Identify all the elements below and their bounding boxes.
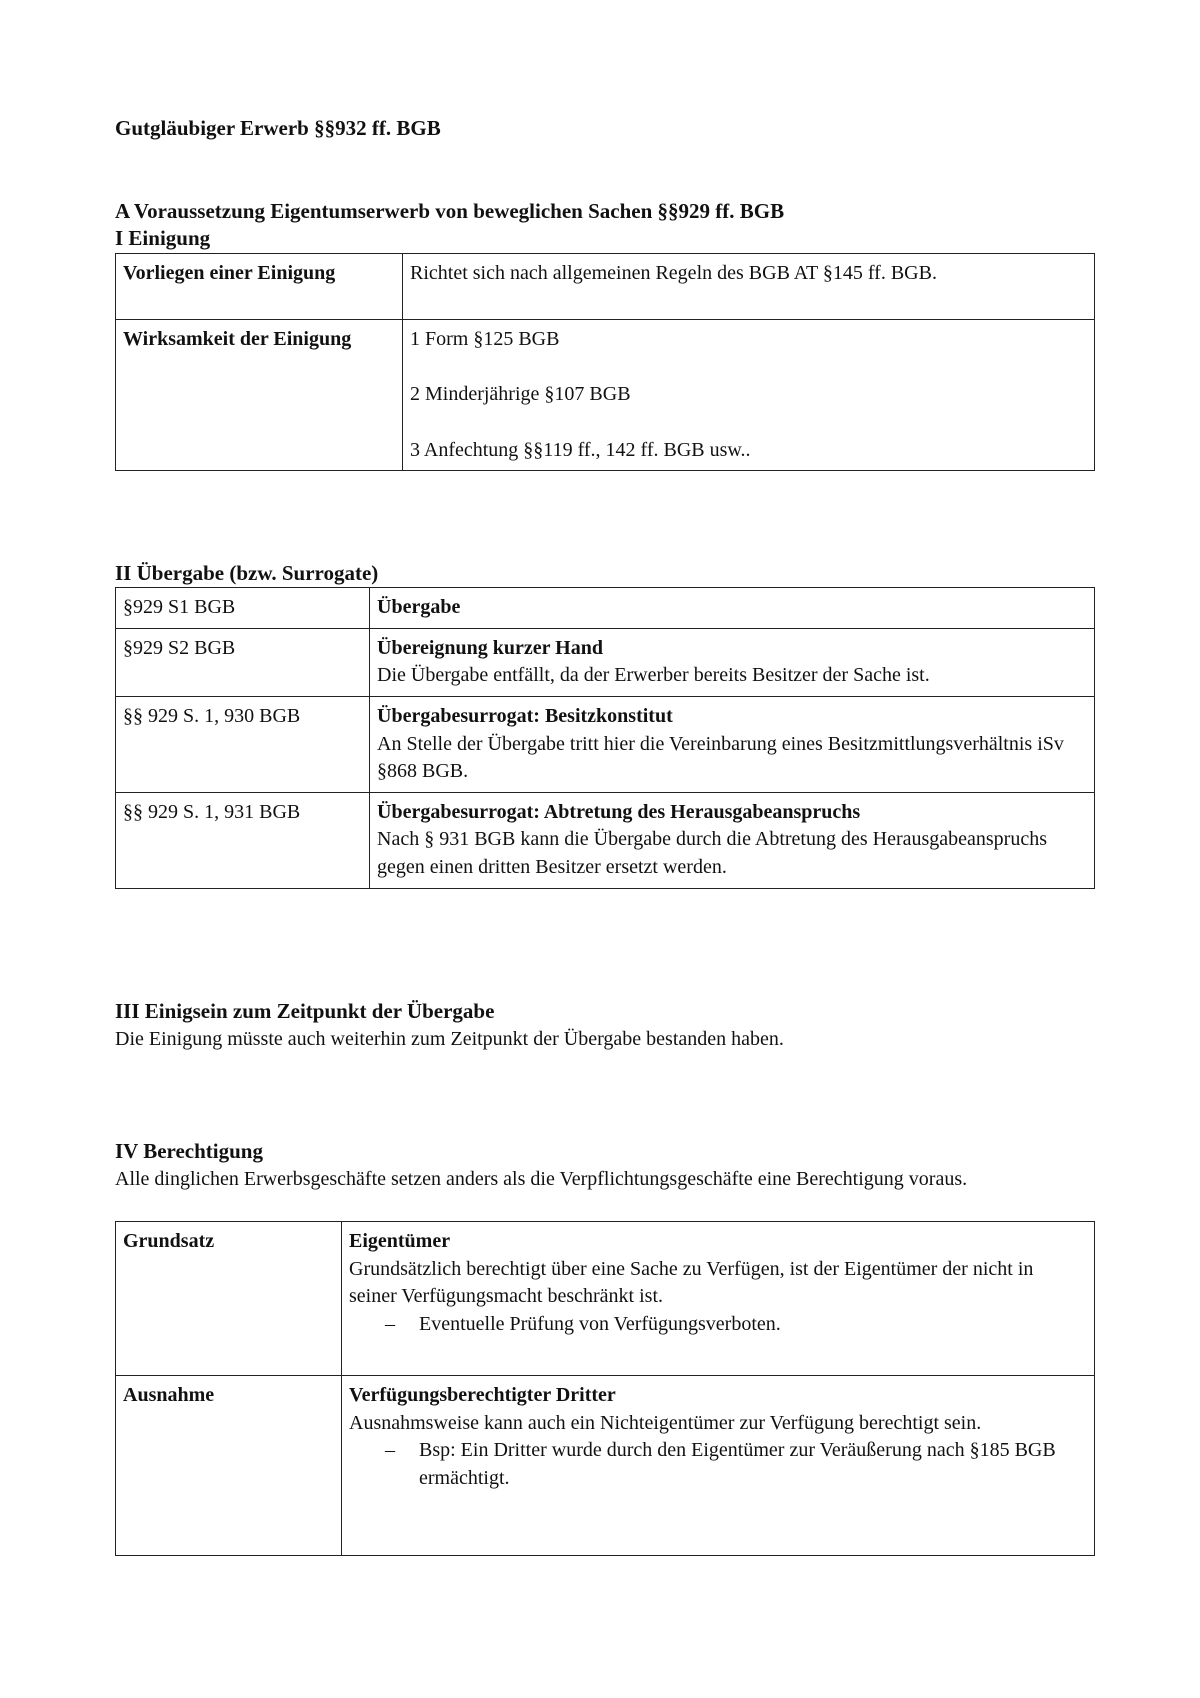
table-cell-content <box>370 697 1095 793</box>
table-cell-label: Ausnahme <box>116 1376 342 1556</box>
section-iv <box>115 1138 1095 1556</box>
section-a <box>115 198 1095 471</box>
row-title: Übergabesurrogat: Abtretung des Herausgabeanspruchs <box>377 800 861 823</box>
section-i-heading: I Einigung <box>115 226 211 251</box>
table-row <box>116 1376 1095 1556</box>
table-row <box>116 628 1095 696</box>
bullet-text: Eventuelle Prüfung von Verfügungsverboten. <box>419 1313 781 1336</box>
table-cell-content <box>370 588 1095 629</box>
uebergabe-table <box>115 587 1095 888</box>
table-row <box>116 588 1095 629</box>
table-cell-label: Vorliegen einer Einigung <box>116 253 403 319</box>
section-iii-text: Die Einigung müsste auch weiterhin zum Zeitpunkt der Übergabe bestanden haben. <box>115 1028 784 1051</box>
table-row <box>116 697 1095 793</box>
table-cell-ref: §929 S2 BGB <box>116 628 370 696</box>
table-cell-text: Richtet sich nach allgemeinen Regeln des BGB AT §145 ff. BGB. <box>403 253 1095 319</box>
row-title: Übergabesurrogat: Besitzkonstitut <box>377 705 673 728</box>
row-title: Übergabe <box>377 596 461 619</box>
list-item: 2 Minderjährige §107 BGB <box>410 383 631 406</box>
row-title: Übereignung kurzer Hand <box>377 636 603 659</box>
row-text: Nach § 931 BGB kann die Übergabe durch die Abtretung des Herausgabeanspruchs gegen einen dritten Besitzer ersetzt werden. <box>377 828 1047 879</box>
einigung-table <box>115 253 1095 472</box>
table-cell-ref: §929 S1 BGB <box>116 588 370 629</box>
dash-bullet: – <box>385 1313 395 1336</box>
table-cell-list <box>403 319 1095 471</box>
berechtigung-table <box>115 1221 1095 1556</box>
list-item <box>349 1437 1086 1492</box>
table-cell-content <box>342 1222 1095 1376</box>
section-iii-heading: III Einigsein zum Zeitpunkt der Übergabe <box>115 999 495 1023</box>
bullet-text: Bsp: Ein Dritter wurde durch den Eigentümer zur Veräußerung nach §185 BGB ermächtigt. <box>419 1439 1056 1490</box>
table-cell-content <box>370 628 1095 696</box>
table-row <box>116 1222 1095 1376</box>
section-ii-heading: II Übergabe (bzw. Surrogate) <box>115 561 379 585</box>
section-a-heading: A Voraussetzung Eigentumserwerb von beweglichen Sachen §§929 ff. BGB <box>115 199 785 223</box>
table-row <box>116 319 1095 471</box>
table-cell-content <box>370 792 1095 888</box>
section-iv-text: Alle dinglichen Erwerbsgeschäfte setzen anders als die Verpflichtungsgeschäfte eine Berechtigung voraus. <box>115 1168 968 1191</box>
table-row <box>116 792 1095 888</box>
document-title: Gutgläubiger Erwerb §§932 ff. BGB <box>115 116 441 140</box>
section-iv-heading: IV Berechtigung <box>115 1139 263 1163</box>
row-title: Eigentümer <box>349 1230 451 1253</box>
table-cell-label: Grundsatz <box>116 1222 342 1376</box>
list-item: 1 Form §125 BGB <box>410 327 560 350</box>
row-text: Grundsätzlich berechtigt über eine Sache zu Verfügen, ist der Eigentümer der nicht in seiner Verfügungsmacht beschränkt ist. <box>349 1257 1034 1308</box>
section-ii <box>115 560 1095 889</box>
table-cell-ref: §§ 929 S. 1, 930 BGB <box>116 697 370 793</box>
list-item <box>349 1311 1086 1339</box>
row-text: An Stelle der Übergabe tritt hier die Vereinbarung eines Besitzmittlungsverhältnis iSv §868 BGB. <box>377 732 1064 783</box>
section-iii <box>115 998 1095 1053</box>
list-item: 3 Anfechtung §§119 ff., 142 ff. BGB usw.. <box>410 438 751 461</box>
table-cell-ref: §§ 929 S. 1, 931 BGB <box>116 792 370 888</box>
row-text: Ausnahmsweise kann auch ein Nichteigentümer zur Verfügung berechtigt sein. <box>349 1411 982 1434</box>
row-title: Verfügungsberechtigter Dritter <box>349 1384 616 1407</box>
dash-bullet: – <box>385 1439 395 1462</box>
table-cell-content <box>342 1376 1095 1556</box>
table-cell-label: Wirksamkeit der Einigung <box>116 319 403 471</box>
table-row <box>116 253 1095 319</box>
row-text: Die Übergabe entfällt, da der Erwerber bereits Besitzer der Sache ist. <box>377 664 930 687</box>
